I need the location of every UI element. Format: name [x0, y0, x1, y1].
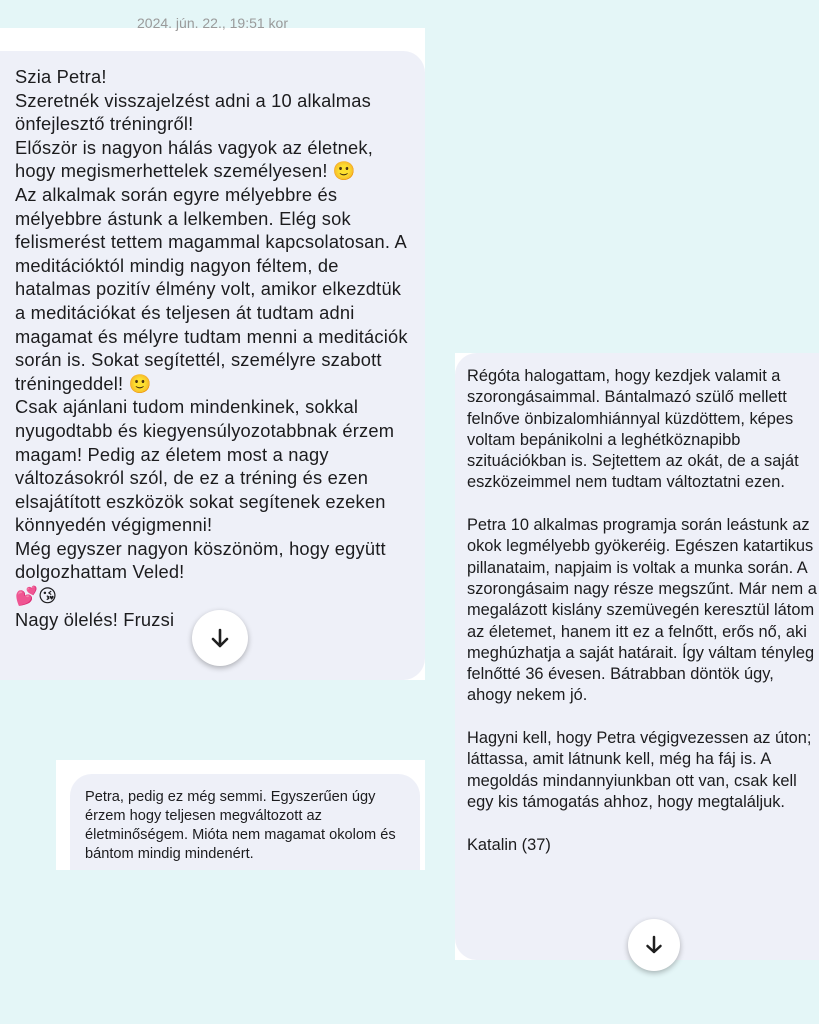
arrow-down-icon [644, 935, 664, 955]
message-text: Petra, pedig ez még semmi. Egyszerűen úgy érzem hogy teljesen megváltozott az életminőségem. Mióta nem magamat okolom és bántom mindig mindenért. [85, 789, 396, 862]
message-timestamp: 2024. jún. 22., 19:51 kor [137, 15, 288, 31]
screenshot-fruzsi [0, 15, 425, 680]
scroll-down-button[interactable] [192, 610, 248, 666]
message-bubble [70, 774, 420, 870]
scroll-down-button[interactable] [628, 919, 680, 971]
message-text: Régóta halogattam, hogy kezdjek valamit a szorongásaimmal. Bántalmazó szülő mellett felnőve önbizalomhiánnyal küzdöttem, képes voltam bepánikolni a leghétköznapibb szituációkban is. Sejtettem az okát, de a saját eszközeimmel nem tudtam változtatni ezen. Petra 10 alkalmas programja során leástunk az okok legmélyebb gyökeréig. Egészen katartikus pillanataim, napjaim is voltak a munka során. A szorongásaim nagy része megszűnt. Már nem a megalázott kislány szemüvegén keresztül látom az életemet, hanem itt ez a felnőtt, erős nő, aki meghúzhatja a saját határait. Így váltam tényleg felnőtté 36 évesen. Bátrabban döntök úgy, ahogy nekem jó. Hagyni kell, hogy Petra végigvezessen az úton; láttassa, amit látnunk kell, még ha fáj is. A megoldás mindannyiunkban ott van, csak kell egy kis támogatás ahhoz, hogy megtaláljuk. Katalin (37) [467, 367, 817, 854]
message-bubble [455, 353, 819, 960]
screenshot-reply [56, 760, 425, 870]
message-bubble [0, 51, 425, 680]
arrow-down-icon [209, 627, 231, 649]
screenshot-katalin [455, 353, 819, 960]
message-text: Szia Petra! Szeretnék visszajelzést adni a 10 alkalmas önfejlesztő tréningről! Először is nagyon hálás vagyok az életnek, hogy megismerhettelek személyesen! 🙂 Az alkalmak során egyre mélyebbre és mélyebbre ástunk a lelkemben. Elég sok felismerést tettem magammal kapcsolatosan. A meditációktól mindig nagyon féltem, de hatalmas pozitív élmény volt, amikor elkezdtük a meditációkat és teljesen át tudtam adni magamat és mélyre tudtam menni a meditációk során is. Sokat segítettél, személyre szabott tréningeddel! 🙂 Csak ajánlani tudom mindenkinek, sokkal nyugodtabb és kiegyensúlyozotabbnak érzem magam! Pedig az életem most a nagy változásokról szól, de ez a tréning és ezen elsajátított eszközök sokat segítenek ezeken könnyedén végigmenni! Még egyszer nagyon köszönöm, hogy együtt dolgozhattam Veled! 💕😘 Nagy ölelés! Fruzsi [15, 66, 408, 630]
